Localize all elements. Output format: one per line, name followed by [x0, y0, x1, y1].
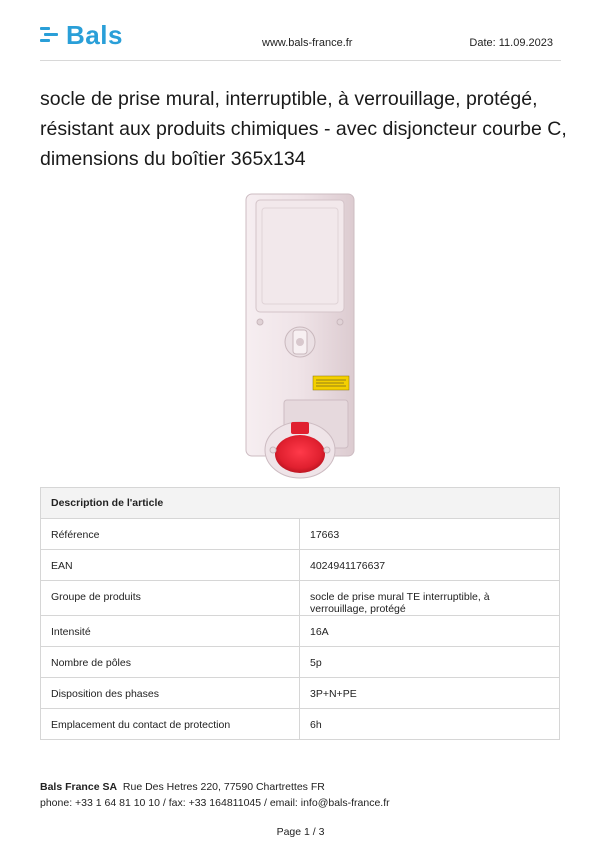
product-image	[230, 190, 370, 480]
row-key: Emplacement du contact de protection	[41, 709, 300, 740]
row-key: EAN	[41, 550, 300, 581]
row-value: 6h	[300, 709, 560, 740]
table-heading: Description de l'article	[41, 488, 560, 519]
row-key: Référence	[41, 519, 300, 550]
bals-logo-icon	[40, 25, 62, 45]
bals-logo	[40, 22, 123, 48]
company-contact: phone: +33 1 64 81 10 10 / fax: +33 164811045 / email: info@bals-france.fr	[40, 797, 390, 809]
row-value: 16A	[300, 616, 560, 647]
table-row	[41, 616, 560, 647]
page-number: Page 1 / 3	[276, 826, 325, 838]
row-key: Intensité	[41, 616, 300, 647]
row-key: Nombre de pôles	[41, 647, 300, 678]
website-link[interactable]: www.bals-france.fr	[262, 37, 353, 49]
table-row	[41, 709, 560, 740]
table-row	[41, 678, 560, 709]
page-footer	[40, 779, 390, 811]
table-row	[41, 581, 560, 616]
page-header	[40, 18, 561, 58]
product-title: socle de prise mural, interruptible, à verrouillage, protégé, résistant aux produits chimiques - avec disjoncteur courbe C, dimensions du boîtier 365x134	[40, 88, 567, 170]
brand-name: Bals	[66, 20, 123, 50]
row-value: 4024941176637	[300, 550, 560, 581]
document-date: Date: 11.09.2023	[469, 37, 553, 49]
row-value: socle de prise mural TE interruptible, à verrouillage, protégé	[300, 581, 560, 616]
row-key: Groupe de produits	[41, 581, 300, 616]
header-divider	[40, 60, 561, 61]
table-row	[41, 519, 560, 550]
row-value: 5p	[300, 647, 560, 678]
row-value: 3P+N+PE	[300, 678, 560, 709]
company-address: Rue Des Hetres 220, 77590 Chartrettes FR	[122, 781, 325, 793]
table-row	[41, 550, 560, 581]
table-row	[41, 647, 560, 678]
row-value: 17663	[300, 519, 560, 550]
company-name: Bals France SA	[40, 781, 118, 793]
article-description-table	[40, 487, 560, 740]
row-key: Disposition des phases	[41, 678, 300, 709]
